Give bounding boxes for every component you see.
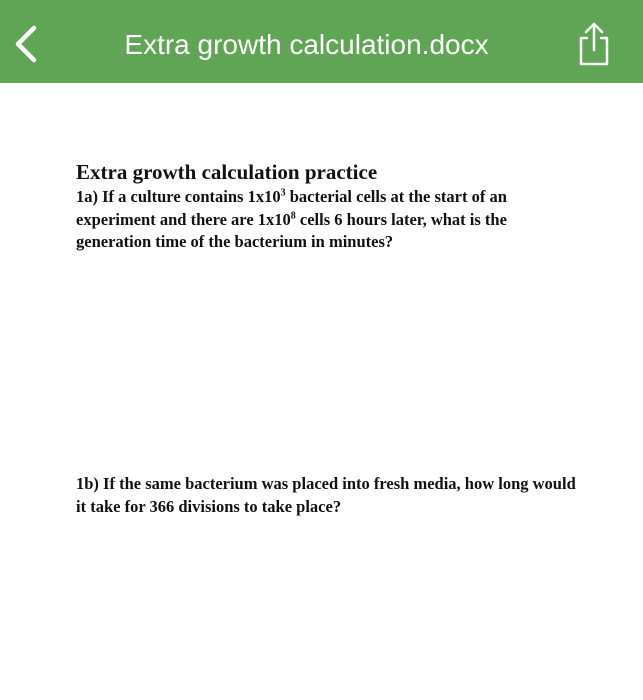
question-1a xyxy=(76,186,586,254)
question-1a-exponent-1: 3 xyxy=(280,187,286,199)
question-1a-text-1: 1a) If a culture contains 1x10 xyxy=(76,187,281,206)
navigation-bar xyxy=(0,0,643,83)
document-heading: Extra growth calculation practice xyxy=(76,160,378,184)
share-icon xyxy=(574,20,614,68)
back-button[interactable] xyxy=(6,20,48,68)
share-button[interactable] xyxy=(574,20,614,68)
document-page xyxy=(0,83,643,700)
document-title: Extra growth calculation.docx xyxy=(124,29,489,60)
question-1a-text-2: bacterial cells at the start of an experiment and there are 1x10 xyxy=(76,187,507,229)
question-1b: 1b) If the same bacterium was placed into fresh media, how long would it take for 366 divisions to take place? xyxy=(76,474,576,516)
question-1a-exponent-2: 8 xyxy=(290,210,296,221)
chevron-left-icon xyxy=(6,20,48,68)
question-1a-text-3: cells 6 hours later, what is the generation time of the bacterium in minutes? xyxy=(76,209,507,251)
